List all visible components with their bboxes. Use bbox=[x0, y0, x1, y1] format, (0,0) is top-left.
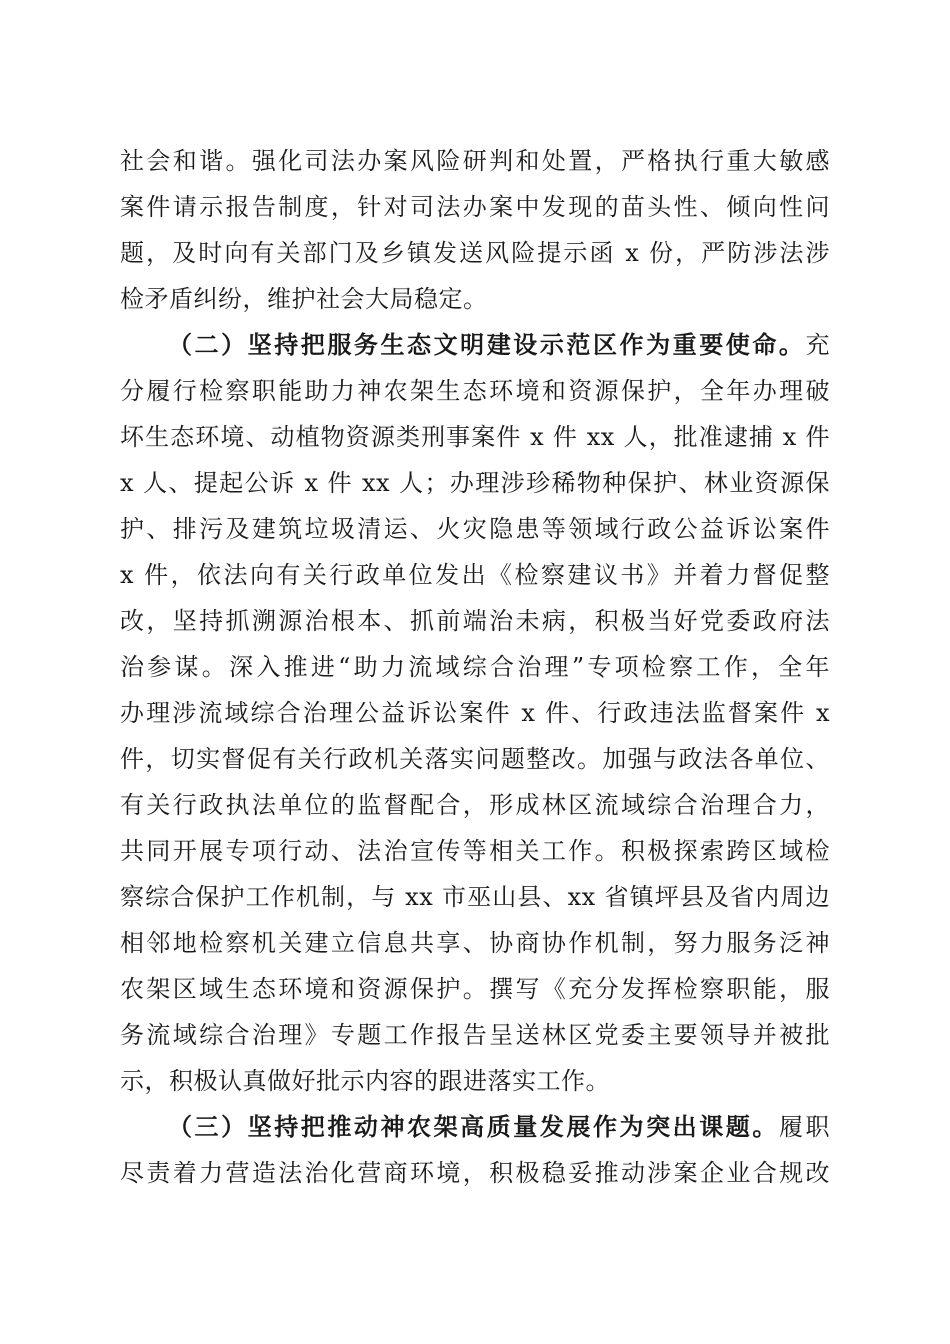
paragraph-1-line-1: 社会和谐。强化司法办案风险研判和处置，严格执行重大敏感 bbox=[120, 147, 830, 175]
paragraph-2-line-9: 办理涉流域综合治理公益诉讼案件 x 件、行政违法监督案件 x bbox=[120, 699, 830, 727]
section-2-heading: （二）坚持把服务生态文明建设示范区作为重要使命。 bbox=[168, 330, 806, 359]
paragraph-2-line-10: 件，切实督促有关行政机关落实问题整改。加强与政法各单位、 bbox=[120, 745, 830, 773]
paragraph-2-line-1 bbox=[120, 322, 830, 368]
paragraph-3-first-line-rest: 履职 bbox=[778, 1113, 830, 1141]
paragraph-2-line-13: 察综合保护工作机制，与 xx 市巫山县、xx 省镇坪县及省内周边 bbox=[120, 883, 830, 911]
paragraph-2-line-17: 示，积极认真做好批示内容的跟进落实工作。 bbox=[120, 1067, 610, 1095]
paragraph-3-line-1 bbox=[120, 1104, 830, 1150]
paragraph-2-line-3: 坏生态环境、动植物资源类刑事案件 x 件 xx 人，批准逮捕 x 件 bbox=[120, 423, 830, 451]
paragraph-2-line-2: 分履行检察职能助力神农架生态环境和资源保护，全年办理破 bbox=[120, 377, 830, 405]
document-body bbox=[120, 138, 830, 1196]
paragraph-1-line-2: 案件请示报告制度，针对司法办案中发现的苗头性、倾向性问 bbox=[120, 193, 830, 221]
paragraph-2-line-4: x 人、提起公诉 x 件 xx 人；办理涉珍稀物种保护、林业资源保 bbox=[120, 469, 830, 497]
paragraph-3-line-2: 尽责着力营造法治化营商环境，积极稳妥推动涉案企业合规改 bbox=[120, 1159, 830, 1187]
paragraph-2-line-8: 治参谋。深入推进“助力流域综合治理”专项检察工作，全年 bbox=[120, 653, 830, 681]
paragraph-2-line-7: 改，坚持抓溯源治根本、抓前端治未病，积极当好党委政府法 bbox=[120, 607, 830, 635]
paragraph-2-line-12: 共同开展专项行动、法治宣传等相关工作。积极探索跨区域检 bbox=[120, 837, 830, 865]
paragraph-2-line-16: 务流域综合治理》专题工作报告呈送林区党委主要领导并被批 bbox=[120, 1021, 830, 1049]
paragraph-2-line-15: 农架区域生态环境和资源保护。撰写《充分发挥检察职能，服 bbox=[120, 975, 830, 1003]
paragraph-2-line-14: 相邻地检察机关建立信息共享、协商协作机制，努力服务泛神 bbox=[120, 929, 830, 957]
paragraph-1-line-3: 题，及时向有关部门及乡镇发送风险提示函 x 份，严防涉法涉 bbox=[120, 239, 830, 267]
paragraph-2-line-6: x 件，依法向有关行政单位发出《检察建议书》并着力督促整 bbox=[120, 561, 830, 589]
paragraph-1-line-4: 检矛盾纠纷，维护社会大局稳定。 bbox=[120, 285, 488, 313]
paragraph-2-line-11: 有关行政执法单位的监督配合，形成林区流域综合治理合力， bbox=[120, 791, 830, 819]
section-3-heading: （三）坚持把推动神农架高质量发展作为突出课题。 bbox=[168, 1112, 779, 1141]
paragraph-2-line-5: 护、排污及建筑垃圾清运、火灾隐患等领域行政公益诉讼案件 bbox=[120, 515, 830, 543]
paragraph-2-first-line-rest: 充 bbox=[805, 331, 830, 359]
